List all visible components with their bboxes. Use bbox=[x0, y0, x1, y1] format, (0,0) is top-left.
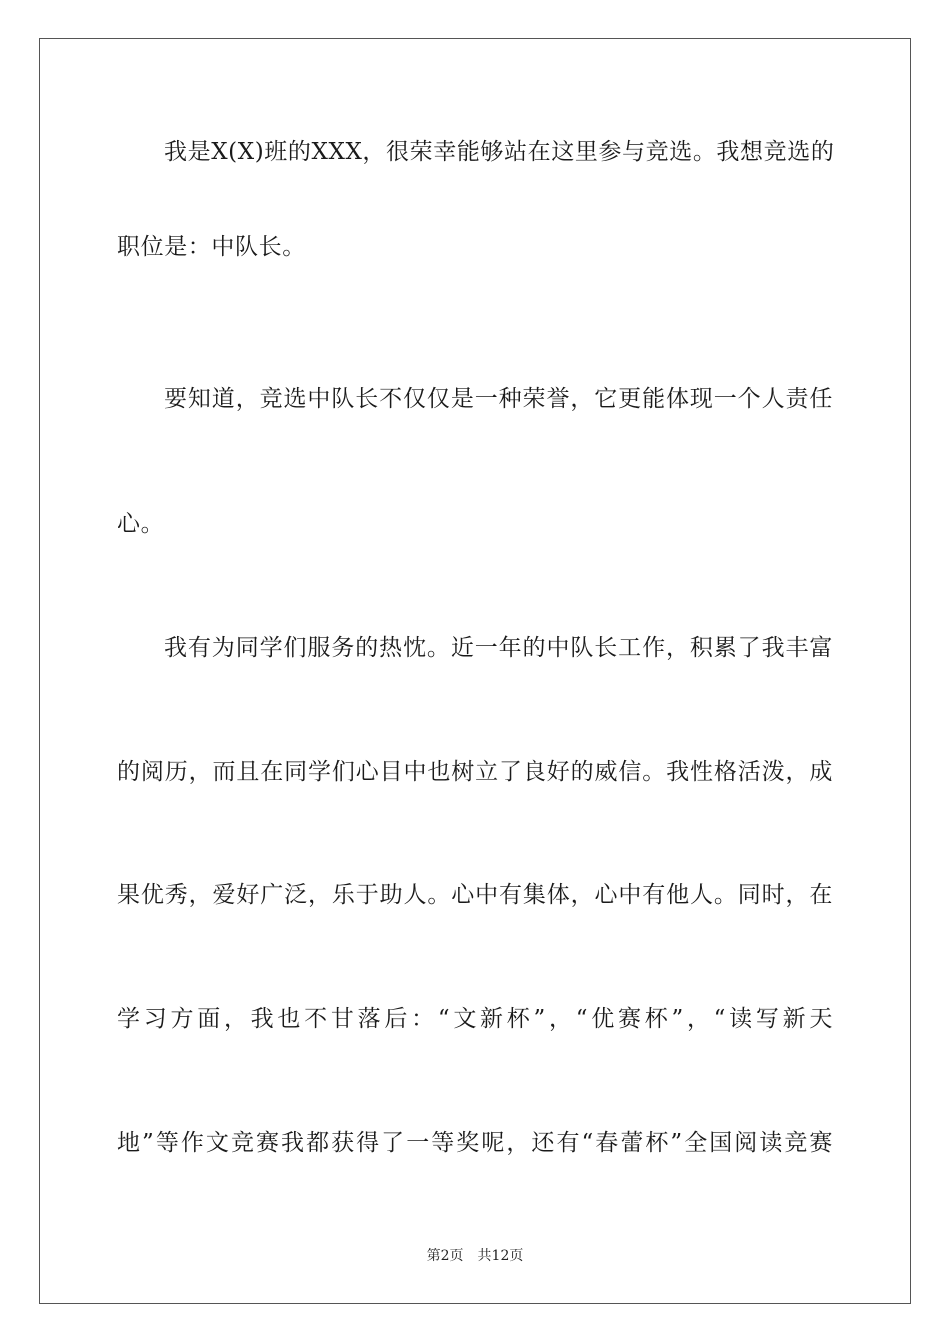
paragraph-1-line-1: 我是X(X)班的XXX，很荣幸能够站在这里参与竞选。我想竞选的 bbox=[164, 139, 835, 165]
page-total: 共12页 bbox=[477, 1248, 524, 1264]
paragraph-3-line-2: 的阅历，而且在同学们心目中也树立了良好的威信。我性格活泼，成 bbox=[117, 759, 833, 785]
page-footer bbox=[0, 1247, 950, 1265]
page-border bbox=[39, 38, 911, 1304]
paragraph-3-line-5: 地”等作文竞赛我都获得了一等奖呢，还有“春蕾杯”全国阅读竞赛 bbox=[117, 1130, 833, 1156]
page-number: 第2页 bbox=[426, 1248, 464, 1264]
paragraph-1-line-2: 职位是：中队长。 bbox=[117, 234, 306, 260]
paragraph-3-line-3: 果优秀，爱好广泛，乐于助人。心中有集体，心中有他人。同时，在 bbox=[117, 882, 833, 908]
paragraph-2-line-1: 要知道，竞选中队长不仅仅是一种荣誉，它更能体现一个人责任 bbox=[164, 386, 833, 412]
paragraph-3-line-4: 学习方面，我也不甘落后：“文新杯”，“优赛杯”，“读写新天 bbox=[117, 1006, 833, 1032]
paragraph-3-line-1: 我有为同学们服务的热忱。近一年的中队长工作，积累了我丰富 bbox=[164, 635, 833, 661]
paragraph-2-line-2: 心。 bbox=[117, 511, 165, 537]
